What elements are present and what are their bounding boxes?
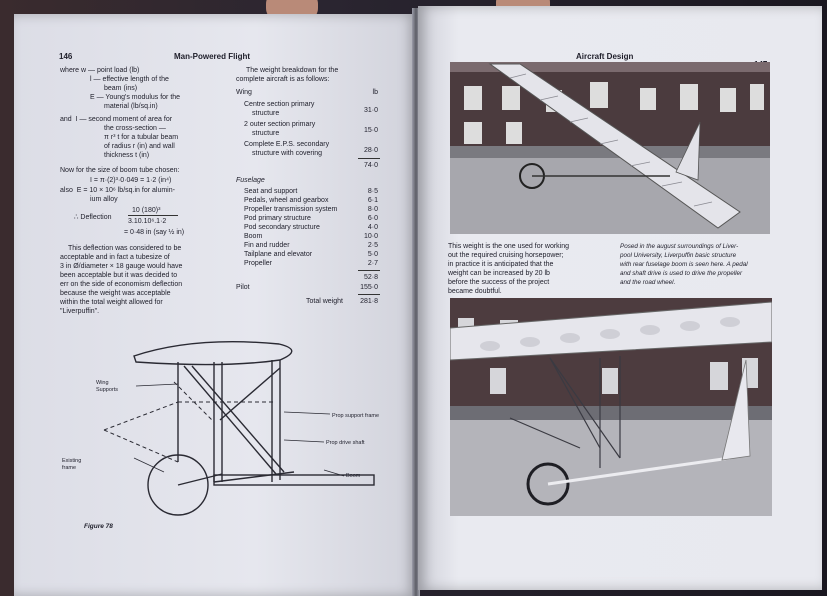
- intro-line: π r³ t for a tubular beam: [104, 134, 179, 141]
- boom-line: ium alloy: [90, 196, 118, 203]
- para-line: err on the side of economism deflection: [60, 281, 183, 288]
- caption-right-line: with rear fuselage boom is seen here. A pedal: [620, 261, 748, 268]
- deflection-denominator: 3.10.10⁶.1·2: [128, 218, 167, 225]
- subtotal-rule: [358, 270, 380, 271]
- caption-left-line: became doubtful.: [448, 288, 502, 295]
- deflection-numerator: 10 (180)³: [132, 207, 161, 214]
- caption-left-line: in practice it is anticipated that the: [448, 261, 554, 268]
- label-boom: Boom: [346, 473, 361, 479]
- fuselage-heading: Fuselage: [236, 177, 265, 184]
- caption-left-line: before the success of the project: [448, 279, 550, 286]
- intro-line: where w — point load (lb): [60, 67, 140, 74]
- boom-line: also E = 10 × 10⁶ lb/sq.in for alumin-: [60, 187, 175, 194]
- wing-heading: Wing: [236, 89, 252, 96]
- running-head-right: Aircraft Design: [576, 52, 634, 61]
- fuselage-item-label: Tailplane and elevator: [244, 251, 313, 258]
- para-line: been acceptable but it was decided to: [60, 272, 178, 279]
- intro-line: and I — second moment of area for: [60, 116, 173, 123]
- photo-top: [450, 62, 770, 234]
- figure-78-diagram: [74, 322, 404, 532]
- fuselage-item-label: Pedals, wheel and gearbox: [244, 197, 329, 204]
- fuselage-item-value: 5·0: [367, 251, 378, 258]
- fuselage-item-value: 6·1: [367, 197, 378, 204]
- unit-header: lb: [372, 89, 378, 96]
- fuselage-item-value: 6·0: [367, 215, 378, 222]
- fuselage-item-value: 4·0: [367, 224, 378, 231]
- intro-line: E — Young's modulus for the: [90, 94, 181, 101]
- wing-item-label: 2 outer section primary: [244, 121, 316, 128]
- pilot-label: Pilot: [236, 284, 250, 291]
- para-line: because the weight was acceptable: [60, 290, 171, 297]
- figure-caption: Figure 78: [84, 523, 113, 530]
- fuselage-item-value: 8·0: [367, 206, 378, 213]
- para-line: acceptable and in fact a tubesize of: [60, 254, 170, 261]
- caption-right-line: Posed in the august surroundings of Liver-: [620, 243, 739, 250]
- page-number-left: 146: [59, 52, 73, 61]
- total-label: Total weight: [306, 298, 343, 305]
- right-page: [418, 6, 822, 590]
- caption-left-line: out the required cruising horsepower;: [448, 252, 564, 259]
- fuselage-item-label: Pod primary structure: [244, 215, 311, 222]
- boom-line: Now for the size of boom tube chosen:: [60, 167, 180, 174]
- para-line: This deflection was considered to be: [68, 245, 182, 252]
- para-line: 3 in Ø/diameter × 18 gauge would have: [60, 263, 183, 270]
- wing-item-label: structure: [252, 110, 280, 117]
- caption-left-line: weight can be increased by 20 lb: [448, 270, 550, 277]
- deflection-result: = 0·48 in (say ½ in): [124, 229, 185, 236]
- label-prop-support: Prop support frame: [332, 413, 380, 419]
- weight-intro: The weight breakdown for the: [246, 67, 339, 74]
- fuselage-item-label: Boom: [244, 233, 263, 240]
- wing-item-value: 31·0: [363, 107, 378, 114]
- fraction-bar: [128, 215, 178, 216]
- intro-line: thickness t (in): [104, 152, 150, 159]
- boom-line: I = π·(2)³·0·049 = 1·2 (in⁴): [90, 177, 172, 184]
- left-page: [14, 14, 416, 596]
- intro-line: of radius r (in) and wall: [104, 143, 175, 150]
- caption-right-line: and shaft drive is used to drive the propeller: [620, 270, 743, 277]
- wing-item-label: structure with covering: [252, 150, 323, 157]
- fuselage-item-value: 8·5: [367, 188, 378, 195]
- caption-right-line: and the road wheel.: [620, 279, 676, 286]
- intro-line: the cross-section —: [104, 125, 166, 132]
- fuselage-item-label: Seat and support: [244, 188, 298, 195]
- fuselage-item-label: Fin and rudder: [244, 242, 290, 249]
- fuselage-item-label: Propeller: [244, 260, 273, 267]
- fuselage-total: 52·8: [363, 274, 378, 281]
- fuselage-item-label: Pod secondary structure: [244, 224, 320, 231]
- fuselage-item-label: Propeller transmission system: [244, 206, 338, 213]
- wing-item-label: Complete E.P.S. secondary: [244, 141, 330, 148]
- caption-right-line: pool University, Liverpuffin basic structure: [620, 252, 737, 259]
- deflection-label: ∴ Deflection: [74, 214, 112, 221]
- wing-item-label: Centre section primary: [244, 101, 315, 108]
- label-existing-frame: Existing frame: [62, 458, 82, 471]
- label-prop-drive: Prop drive shaft: [326, 440, 365, 446]
- wing-item-value: 15·0: [363, 127, 378, 134]
- para-line: "Liverpuffin".: [60, 308, 100, 315]
- intro-line: l — effective length of the: [90, 76, 169, 83]
- running-head-left: Man-Powered Flight: [174, 52, 250, 61]
- wing-total: 74·0: [363, 162, 378, 169]
- fuselage-item-value: 2·5: [367, 242, 378, 249]
- total-value: 281·8: [360, 298, 378, 305]
- subtotal-rule: [358, 158, 380, 159]
- fuselage-item-value: 2·7: [367, 260, 378, 267]
- intro-line: beam (ins): [104, 85, 138, 92]
- label-wing-supports: Wing Supports: [96, 380, 119, 393]
- pilot-value: 155·0: [360, 284, 378, 291]
- caption-left-line: This weight is the one used for working: [448, 243, 570, 250]
- wing-profile: [134, 342, 292, 365]
- para-line: within the total weight allowed for: [60, 299, 163, 306]
- weight-intro: complete aircraft is as follows:: [236, 76, 330, 83]
- photo-bottom: [450, 298, 772, 516]
- intro-line: material (lb/sq.in): [104, 103, 158, 110]
- fuselage-item-value: 10·0: [363, 233, 378, 240]
- wing-item-value: 28·0: [363, 147, 378, 154]
- total-rule: [358, 294, 380, 295]
- wing-item-label: structure: [252, 130, 280, 137]
